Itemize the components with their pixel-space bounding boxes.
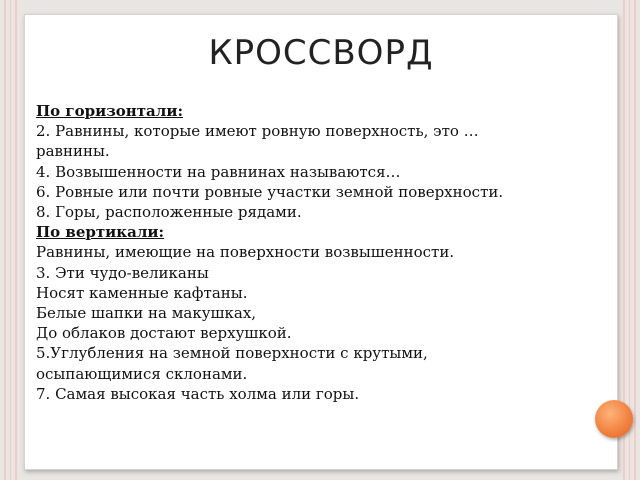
- vertical-clue-line: Носят каменные кафтаны.: [36, 283, 248, 302]
- accent-circle-decoration: [595, 400, 633, 438]
- frame-stripe-left-2: [10, 0, 11, 480]
- vertical-clue-line: 5.Углубления на земной поверхности с крутыми,: [36, 344, 428, 363]
- crossword-clues: [36, 101, 596, 404]
- slide-title: КРОССВОРД: [208, 33, 434, 73]
- frame-stripe-left-3: [15, 0, 17, 480]
- vertical-clue-line: Белые шапки на макушках,: [36, 304, 257, 323]
- horizontal-heading: По горизонтали:: [36, 102, 184, 120]
- frame-stripe-left-1: [4, 0, 6, 480]
- vertical-clue-line: осыпающимися склонами.: [36, 364, 248, 383]
- horizontal-clue-line: 8. Горы, расположенные рядами.: [36, 203, 302, 222]
- slide: [24, 14, 618, 470]
- horizontal-clue-line: 2. Равнины, которые имеют ровную поверхность, это …: [36, 122, 479, 141]
- vertical-clue-line: 3. Эти чудо-великаны: [36, 263, 209, 282]
- vertical-clue-line: Равнины, имеющие на поверхности возвышенности.: [36, 243, 455, 262]
- frame-stripe-right-3: [634, 0, 636, 480]
- vertical-heading: По вертикали:: [36, 223, 165, 242]
- horizontal-clue-line: равнины.: [36, 142, 110, 161]
- horizontal-clue-line: 4. Возвышенности на равнинах называются…: [36, 162, 401, 181]
- vertical-clue-line: До облаков достают верхушкой.: [36, 324, 292, 343]
- vertical-clue-line: 7. Самая высокая часть холма или горы.: [36, 384, 360, 403]
- horizontal-clue-line: 6. Ровные или почти ровные участки земной поверхности.: [36, 182, 504, 201]
